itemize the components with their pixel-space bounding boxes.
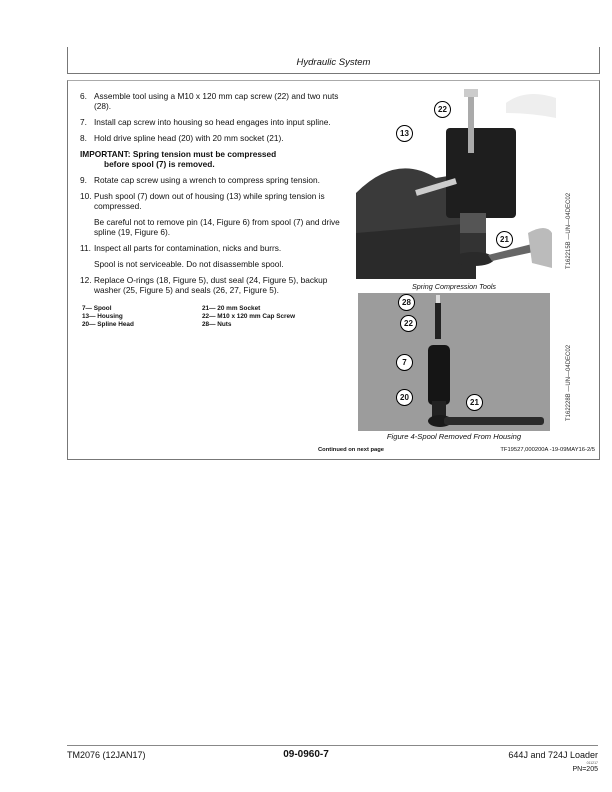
step-9 xyxy=(80,175,348,185)
figure-1-caption: Spring Compression Tools xyxy=(411,282,497,291)
step-text: Install cap screw into housing so head engages into input spline. xyxy=(94,117,331,127)
manual-id: TM2076 (12JAN17) xyxy=(67,750,146,760)
step-number: 8. xyxy=(80,133,87,143)
content-box xyxy=(67,80,600,460)
step-number: 7. xyxy=(80,117,87,127)
legend-item: 20— Spline Head xyxy=(82,321,134,328)
step-number: 12. xyxy=(80,275,92,285)
date-code: 011217 xyxy=(586,761,598,765)
callout-20: 20 xyxy=(396,389,413,406)
step-number: 10. xyxy=(80,191,92,201)
page-number: 09-0960-7 xyxy=(283,749,329,760)
section-title: Hydraulic System xyxy=(296,57,371,68)
step-number: 6. xyxy=(80,91,87,101)
step-11 xyxy=(80,243,348,253)
step-text: Hold drive spline head (20) with 20 mm socket (21). xyxy=(94,133,284,143)
legend-item: 28— Nuts xyxy=(202,321,232,328)
spring-compression-photo xyxy=(356,83,558,279)
callout-22: 22 xyxy=(434,101,451,118)
caution-note: Be careful not to remove pin (14, Figure 6) from spool (7) and drive spline (19, Figure 6). xyxy=(94,217,340,237)
step-12 xyxy=(80,275,348,295)
footer-divider xyxy=(67,745,598,746)
step-text: Inspect all parts for contamination, nicks and burrs. xyxy=(94,243,282,253)
instructions-column xyxy=(80,91,348,329)
parts-legend xyxy=(82,305,348,329)
step-text: Rotate cap screw using a wrench to compress spring tension. xyxy=(94,175,320,185)
service-note: Spool is not serviceable. Do not disassemble spool. xyxy=(94,259,284,269)
figure-2-caption: Figure 4-Spool Removed From Housing xyxy=(386,432,522,441)
pn-number: PN=205 xyxy=(572,766,598,773)
header-box xyxy=(67,47,600,74)
step-10 xyxy=(80,191,348,211)
callout-28: 28 xyxy=(398,294,415,311)
step-8 xyxy=(80,133,348,143)
step-number: 9. xyxy=(80,175,87,185)
reference-code: TF19527,000200A -19-09MAY16-2/5 xyxy=(500,447,595,453)
legend-item: 7— Spool xyxy=(82,305,112,312)
figure-2-code: T162228B —UN—04DEC02 xyxy=(566,344,572,421)
important-line-2: before spool (7) is removed. xyxy=(104,159,215,169)
important-line-1: IMPORTANT: Spring tension must be compressed xyxy=(80,149,277,159)
callout-13: 13 xyxy=(396,125,413,142)
figure-1-code: T162215B —UN—04DEC02 xyxy=(566,192,572,269)
callout-7: 7 xyxy=(396,354,413,371)
legend-item: 21— 20 mm Socket xyxy=(202,305,261,312)
step-text: Assemble tool using a M10 x 120 mm cap screw (22) and two nuts (28). xyxy=(94,91,339,111)
step-text: Replace O-rings (18, Figure 5), dust seal (24, Figure 5), backup washer (25, Figure 5) and seals (26, 27, Figure 5). xyxy=(94,275,328,295)
model-title: 644J and 724J Loader xyxy=(508,750,598,760)
step-7 xyxy=(80,117,348,127)
step-text: Push spool (7) down out of housing (13) while spring tension is compressed. xyxy=(94,191,325,211)
continued-label: Continued on next page xyxy=(318,447,385,453)
important-notice xyxy=(80,149,348,169)
callout-21: 21 xyxy=(466,394,483,411)
callout-22: 22 xyxy=(400,315,417,332)
legend-item: 22— M10 x 120 mm Cap Screw xyxy=(202,313,296,320)
spool-removed-photo xyxy=(358,293,550,431)
step-number: 11. xyxy=(80,243,91,253)
step-6 xyxy=(80,91,348,111)
legend-item: 13— Housing xyxy=(82,313,123,320)
callout-21: 21 xyxy=(496,231,513,248)
